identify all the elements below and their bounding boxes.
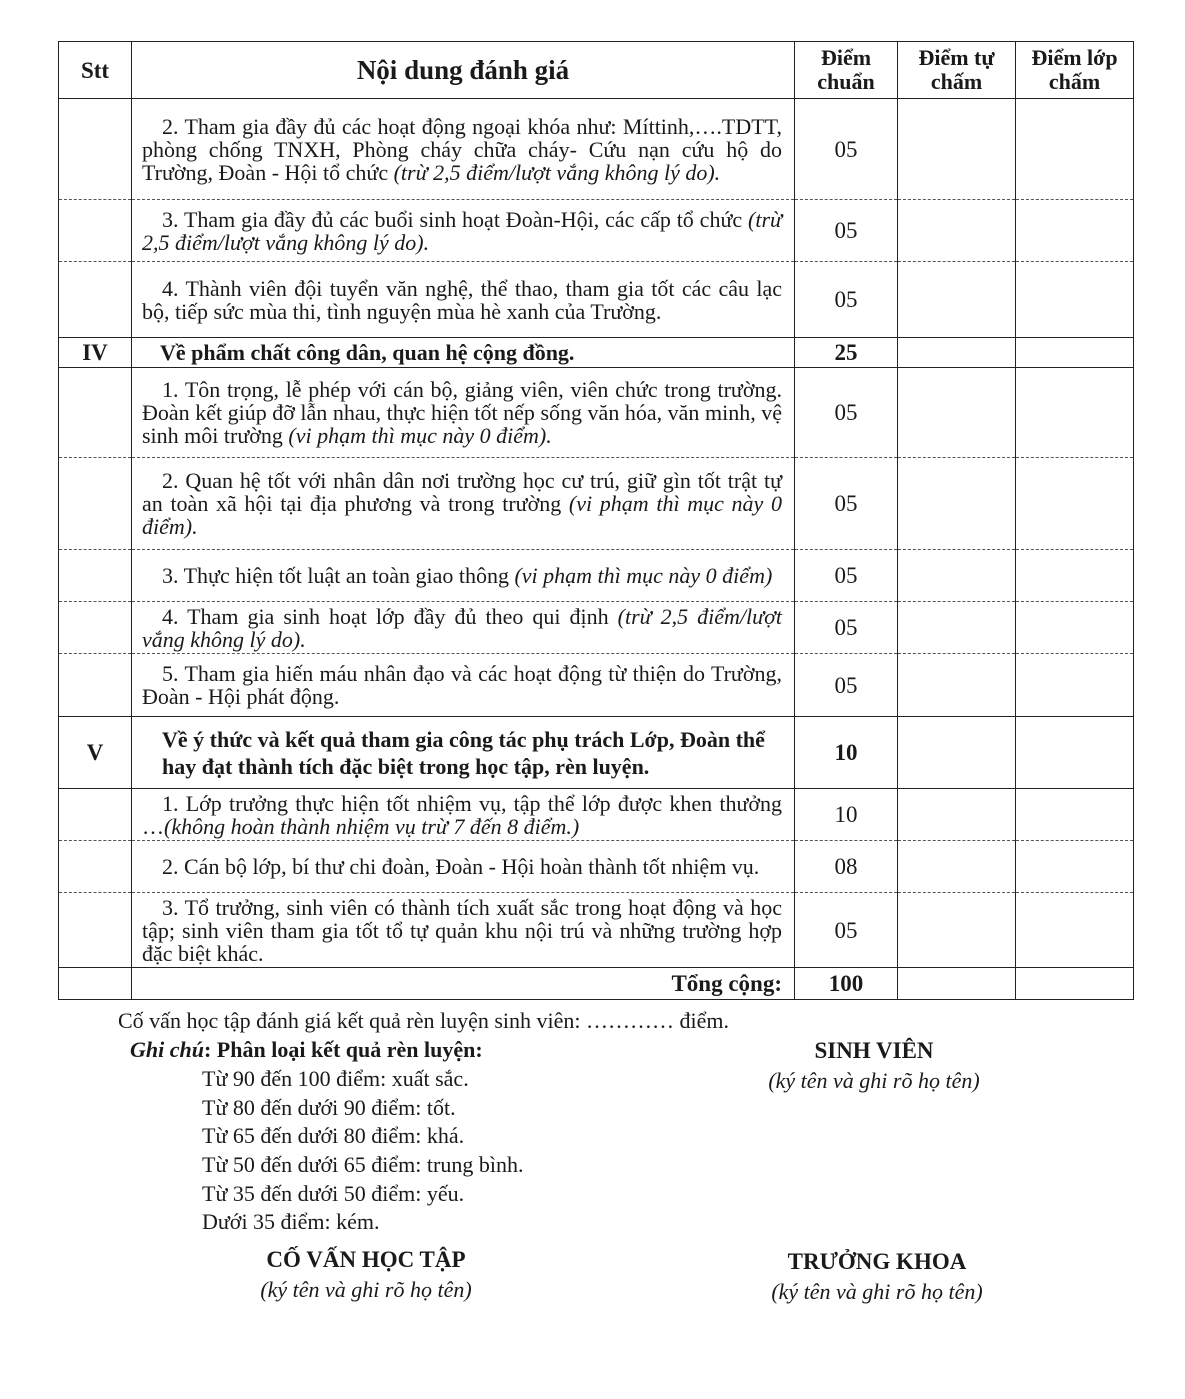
self-score-cell[interactable] [898,368,1016,458]
stt-cell [59,968,132,1000]
self-score-cell[interactable] [898,602,1016,654]
self-score-cell[interactable] [898,458,1016,550]
advisor-evaluation-line: Cố vấn học tập đánh giá kết quả rèn luyện sinh viên: ………… điểm. [118,1008,729,1033]
header-standard-score: Điểm chuẩn [795,42,898,99]
stt-cell [59,99,132,200]
header-content: Nội dung đánh giá [132,42,795,99]
criteria-text: 4. Thành viên đội tuyển văn nghệ, thể thao, tham gia tốt các câu lạc bộ, tiếp sức mùa thi, tình nguyện mùa hè xanh của Trường. [132,262,795,338]
header-class-score: Điểm lớp chấm [1016,42,1134,99]
criteria-text: 1. Tôn trọng, lễ phép với cán bộ, giảng viên, viên chức trong trường. Đoàn kết giúp đỡ lẫn nhau, thực hiện tốt nếp sống văn hóa, văn minh, vệ sinh môi trường (vi phạm thì mục này 0 điểm). [132,368,795,458]
self-score-cell[interactable] [898,841,1016,893]
section-standard-score: 10 [795,717,898,789]
criteria-row [59,602,1134,654]
stt-cell [59,200,132,262]
criteria-text: 3. Tổ trưởng, sinh viên có thành tích xuất sắc trong hoạt động và học tập; sinh viên tham gia tốt tổ tự quản khu nội trú và những trường hợp đặc biệt khác. [132,893,795,968]
section-standard-score: 25 [795,338,898,368]
standard-score: 08 [795,841,898,893]
standard-score: 05 [795,368,898,458]
evaluation-table [58,41,1134,1000]
class-score-cell[interactable] [1016,262,1134,338]
standard-score: 05 [795,99,898,200]
standard-score: 05 [795,262,898,338]
section-row [59,338,1134,368]
student-signature-hint: (ký tên và ghi rõ họ tên) [768,1068,980,1093]
total-label: Tổng cộng: [132,968,795,1000]
criteria-row [59,841,1134,893]
header-row [59,42,1134,99]
criteria-text: 3. Thực hiện tốt luật an toàn giao thông (vi phạm thì mục này 0 điểm) [132,550,795,602]
criteria-row [59,262,1134,338]
classification-item: Dưới 35 điểm: kém. [202,1209,380,1234]
criteria-row [59,368,1134,458]
total-self-score-cell[interactable] [898,968,1016,1000]
class-score-cell[interactable] [1016,550,1134,602]
dean-signature-hint: (ký tên và ghi rõ họ tên) [771,1279,983,1304]
self-score-cell[interactable] [898,654,1016,717]
class-score-cell[interactable] [1016,200,1134,262]
criteria-text: 5. Tham gia hiến máu nhân đạo và các hoạt động từ thiện do Trường, Đoàn - Hội phát động. [132,654,795,717]
advisor-signature-title: CỐ VẤN HỌC TẬP [266,1247,466,1272]
class-score-cell[interactable] [1016,893,1134,968]
criteria-row [59,893,1134,968]
criteria-row [59,200,1134,262]
standard-score: 05 [795,654,898,717]
criteria-text: 3. Tham gia đầy đủ các buổi sinh hoạt Đoàn-Hội, các cấp tổ chức (trừ 2,5 điểm/lượt vắng không lý do). [132,200,795,262]
criteria-text: 4. Tham gia sinh hoạt lớp đầy đủ theo qui định (trừ 2,5 điểm/lượt vắng không lý do). [132,602,795,654]
class-score-cell[interactable] [1016,99,1134,200]
stt-cell [59,602,132,654]
standard-score: 10 [795,789,898,841]
criteria-row [59,550,1134,602]
standard-score: 05 [795,458,898,550]
stt-cell [59,550,132,602]
self-score-cell[interactable] [898,893,1016,968]
standard-score: 05 [795,893,898,968]
criteria-row [59,458,1134,550]
criteria-text: 2. Cán bộ lớp, bí thư chi đoàn, Đoàn - Hội hoàn thành tốt nhiệm vụ. [132,841,795,893]
section-row [59,717,1134,789]
standard-score: 05 [795,200,898,262]
section-title: Về phẩm chất công dân, quan hệ cộng đồng. [132,338,795,368]
stt-cell [59,841,132,893]
section-number: IV [59,338,132,368]
stt-cell [59,368,132,458]
self-score-cell[interactable] [898,550,1016,602]
total-row [59,968,1134,1000]
advisor-signature-hint: (ký tên và ghi rõ họ tên) [260,1277,472,1302]
criteria-row [59,789,1134,841]
note-heading: Ghi chú: Phân loại kết quả rèn luyện: [130,1037,483,1062]
self-score-cell[interactable] [898,338,1016,368]
stt-cell [59,458,132,550]
stt-cell [59,893,132,968]
student-signature-title: SINH VIÊN [814,1038,934,1063]
section-number: V [59,717,132,789]
class-score-cell[interactable] [1016,458,1134,550]
criteria-text: 2. Tham gia đầy đủ các hoạt động ngoại khóa như: Míttinh,….TDTT, phòng chống TNXH, Phòng cháy chữa cháy- Cứu nạn cứu hộ do Trường, Đoàn - Hội tổ chức (trừ 2,5 điểm/lượt vắng không lý do). [132,99,795,200]
class-score-cell[interactable] [1016,789,1134,841]
criteria-row [59,654,1134,717]
classification-item: Từ 35 đến dưới 50 điểm: yếu. [202,1181,465,1206]
self-score-cell[interactable] [898,200,1016,262]
criteria-text: 1. Lớp trưởng thực hiện tốt nhiệm vụ, tập thể lớp được khen thưởng …(không hoàn thành nhiệm vụ trừ 7 đến 8 điểm.) [132,789,795,841]
class-score-cell[interactable] [1016,338,1134,368]
class-score-cell[interactable] [1016,368,1134,458]
self-score-cell[interactable] [898,717,1016,789]
stt-cell [59,654,132,717]
self-score-cell[interactable] [898,262,1016,338]
header-self-score: Điểm tự chấm [898,42,1016,99]
standard-score: 05 [795,550,898,602]
class-score-cell[interactable] [1016,602,1134,654]
class-score-cell[interactable] [1016,717,1134,789]
total-standard-score: 100 [795,968,898,1000]
classification-item: Từ 90 đến 100 điểm: xuất sắc. [202,1066,469,1091]
stt-cell [59,789,132,841]
criteria-text: 2. Quan hệ tốt với nhân dân nơi trường học cư trú, giữ gìn tốt trật tự an toàn xã hội tại địa phương và trong trường (vi phạm thì mục này 0 điểm). [132,458,795,550]
class-score-cell[interactable] [1016,841,1134,893]
stt-cell [59,262,132,338]
section-title: Về ý thức và kết quả tham gia công tác phụ trách Lớp, Đoàn thể hay đạt thành tích đặc biệt trong học tập, rèn luyện. [132,717,795,789]
self-score-cell[interactable] [898,99,1016,200]
total-class-score-cell[interactable] [1016,968,1134,1000]
self-score-cell[interactable] [898,789,1016,841]
classification-item: Từ 80 đến dưới 90 điểm: tốt. [202,1095,456,1120]
header-stt: Stt [59,42,132,99]
classification-item: Từ 65 đến dưới 80 điểm: khá. [202,1123,465,1148]
criteria-row [59,99,1134,200]
standard-score: 05 [795,602,898,654]
classification-item: Từ 50 đến dưới 65 điểm: trung bình. [202,1152,524,1177]
dean-signature-title: TRƯỞNG KHOA [787,1249,967,1274]
class-score-cell[interactable] [1016,654,1134,717]
